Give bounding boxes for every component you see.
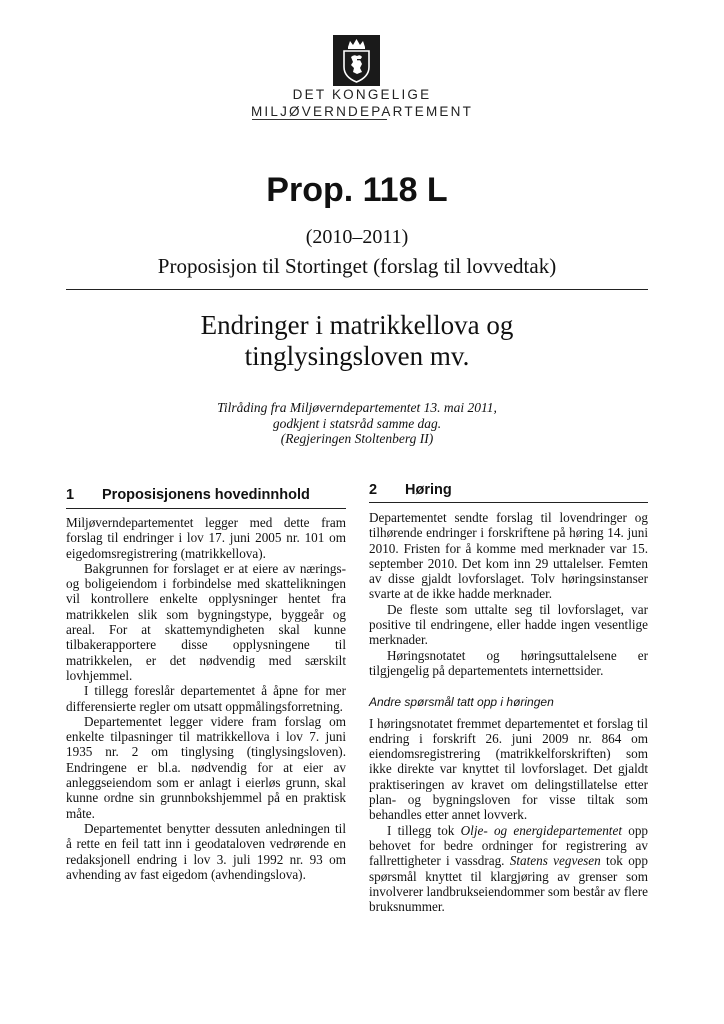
title-line-2: tinglysingsloven mv. <box>244 341 470 371</box>
title-line-1: Endringer i matrikkellova og <box>200 310 514 340</box>
emphasis-agency: Statens vegvesen <box>509 853 601 869</box>
ministry-divider <box>252 119 387 120</box>
document-title <box>0 310 714 372</box>
section-2-rule <box>369 502 648 503</box>
coat-of-arms-icon <box>333 35 380 86</box>
paragraph: De fleste som uttalte seg til lovforslaget, var positive til endringene, eller hadde ingen vesentlige merknader. <box>369 601 648 648</box>
text-run: tok opp spørsmål knyttet til klargjøring av grenser som involverer landbrukseiendommer som består av flere bruksnummer. <box>369 853 648 915</box>
ministry-name-line1: DET KONGELIGE <box>292 87 432 102</box>
submission-note <box>0 400 714 447</box>
paragraph: I tillegg foreslår departementet å åpne for mer differensierte regler om utsatt oppmålingsforretning. <box>66 683 346 714</box>
section-1-title: Proposisjonens hovedinnhold <box>102 487 310 503</box>
paragraph: Departementet legger videre fram forslag om enkelte tilpasninger til matrikkellova i lov 7. juni 1935 nr. 2 om tinglysing (tinglysingsloven). Endringene er bl.a. nødvendig for at eier av anleggseiendom som er anlagt i eierløs grunn, skal kunne ordne sin grunnbokshjemmel på en praktisk måte. <box>66 713 346 821</box>
proposition-number: Prop. 118 L <box>266 171 448 209</box>
paragraph <box>369 823 648 915</box>
section-2-title: Høring <box>405 482 452 498</box>
submission-line-2: godkjent i statsråd samme dag. <box>272 415 442 431</box>
section-1-rule <box>66 508 346 509</box>
section-1-number: 1 <box>66 487 75 503</box>
emphasis-ministry: Olje- og energidepartementet <box>460 822 622 838</box>
header-rule <box>66 289 648 290</box>
section-2-number: 2 <box>369 482 378 498</box>
paragraph: Høringsnotatet og høringsuttalelsene er tilgjengelig på departementets internettsider. <box>369 647 648 678</box>
submission-line-3: (Regjeringen Stoltenberg II) <box>280 431 434 446</box>
section-1-body <box>66 515 346 882</box>
ministry-name-line2: MILJØVERNDEPARTEMENT <box>250 104 474 119</box>
text-run: I tillegg tok <box>387 822 461 838</box>
section-2-body <box>369 510 648 914</box>
section-1-heading <box>66 487 310 503</box>
paragraph: Miljøverndepartementet legger med dette fram forslag til endringer i lov 17. juni 2005 nr. 101 om eigedomsregistrering (matrikkellova). <box>66 515 346 561</box>
subsection-heading: Andre spørsmål tatt opp i høringen <box>369 695 554 710</box>
paragraph: Bakgrunnen for forslaget er at eiere av nærings- og boligeiendom i forbindelse med skattelikningen vil kontrollere enkelte opplysninger hentet fra matrikkelen slik som bygningstype, byggeår og areal. For at skattemyndigheten skal kunne tilbakerapportere disse opplysningene til matrikkelen, er det nødvendig med særskilt lovhjemmel. <box>66 560 346 683</box>
paragraph: Departementet benytter dessuten anledningen til å rette en feil tatt inn i geodataloven vedrørende en redaksjonell endring i lov 3. juli 1992 nr. 93 om avhending av fast eigedom (avhendingslova). <box>66 820 346 882</box>
text-run: opp behovet for bedre ordninger for registrering av fallrettigheter i vassdrag. <box>369 822 649 869</box>
paragraph: Departementet sendte forslag til lovendringer og tilhørende endringer i forskriftene på høring 14. juni 2010. Fristen for å komme med merknader var 15. september 2010. Det kom inn 29 uttalelser. Femten av disse gjaldt lovforslaget. Tolv høringsinstanser svarte at de ikke hadde merknader. <box>369 510 648 602</box>
paragraph: I høringsnotatet fremmet departementet et forslag til endring i forskrift 26. juni 2009 nr. 864 om eiendomsregistrering (matrikkelforskriften) som ikke direkte var knyttet til lovforslaget. Det gjaldt praktiseringen av kravet om delingstillatelse etter plan- og bygningsloven for visse tiltak som behandles etter annet lovverk. <box>369 715 648 823</box>
submission-line-1: Tilråding fra Miljøverndepartementet 13. mai 2011, <box>217 400 497 415</box>
session-years: (2010–2011) <box>305 226 409 248</box>
proposition-type: Proposisjon til Stortinget (forslag til lovvedtak) <box>157 254 557 278</box>
section-2-heading <box>369 482 452 498</box>
